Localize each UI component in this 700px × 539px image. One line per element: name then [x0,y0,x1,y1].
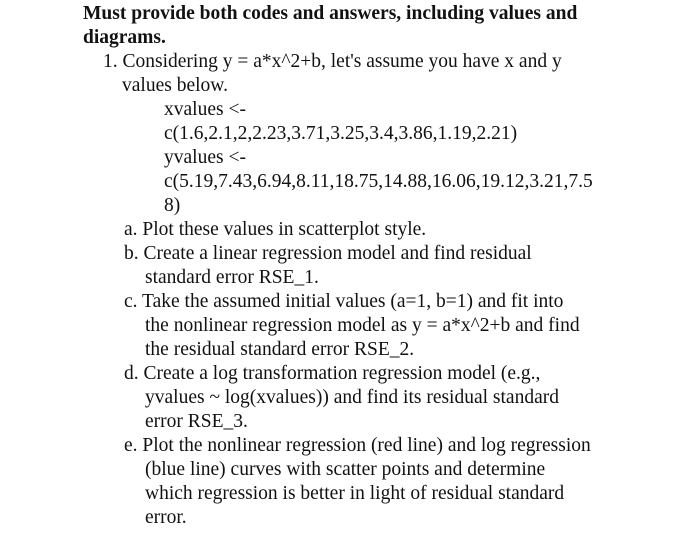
yvalues-value-line-1: c(5.19,7.43,6.94,8.11,18.75,14.88,16.06,19.12,3.21,7.5 [164,171,593,192]
part-c-line-2: the nonlinear regression model as y = a*x^2+b and find [145,315,580,336]
part-e-line-1: e. Plot the nonlinear regression (red line) and log regression [124,435,591,456]
part-d-line-1: d. Create a log transformation regression model (e.g., [124,363,541,384]
part-e-line-3: which regression is better in light of residual standard [145,483,565,504]
part-c-line-1: c. Take the assumed initial values (a=1, b=1) and fit into [124,291,564,312]
part-d-line-2: yvalues ~ log(xvalues)) and find its residual standard [145,387,559,408]
question-intro-line-2: values below. [122,75,228,96]
heading-line-2: diagrams. [83,27,166,48]
yvalues-value-line-2: 8) [164,195,181,216]
xvalues-label: xvalues <- [164,99,246,120]
part-d-line-3: error RSE_3. [145,411,248,432]
question-intro-line-1: 1. Considering y = a*x^2+b, let's assume you have x and y [103,51,562,72]
part-e-line-2: (blue line) curves with scatter points and determine [145,459,546,480]
part-e-line-4: error. [145,507,187,528]
part-b-line-2: standard error RSE_1. [145,267,319,288]
part-a-line-1: a. Plot these values in scatterplot style. [124,219,427,240]
part-b-line-1: b. Create a linear regression model and find residual [124,243,532,264]
yvalues-label: yvalues <- [164,147,246,168]
heading-line-1: Must provide both codes and answers, including values and [83,3,578,24]
part-c-line-3: the residual standard error RSE_2. [145,339,415,360]
xvalues-value: c(1.6,2.1,2,2.23,3.71,3.25,3.4,3.86,1.19,2.21) [164,123,518,144]
